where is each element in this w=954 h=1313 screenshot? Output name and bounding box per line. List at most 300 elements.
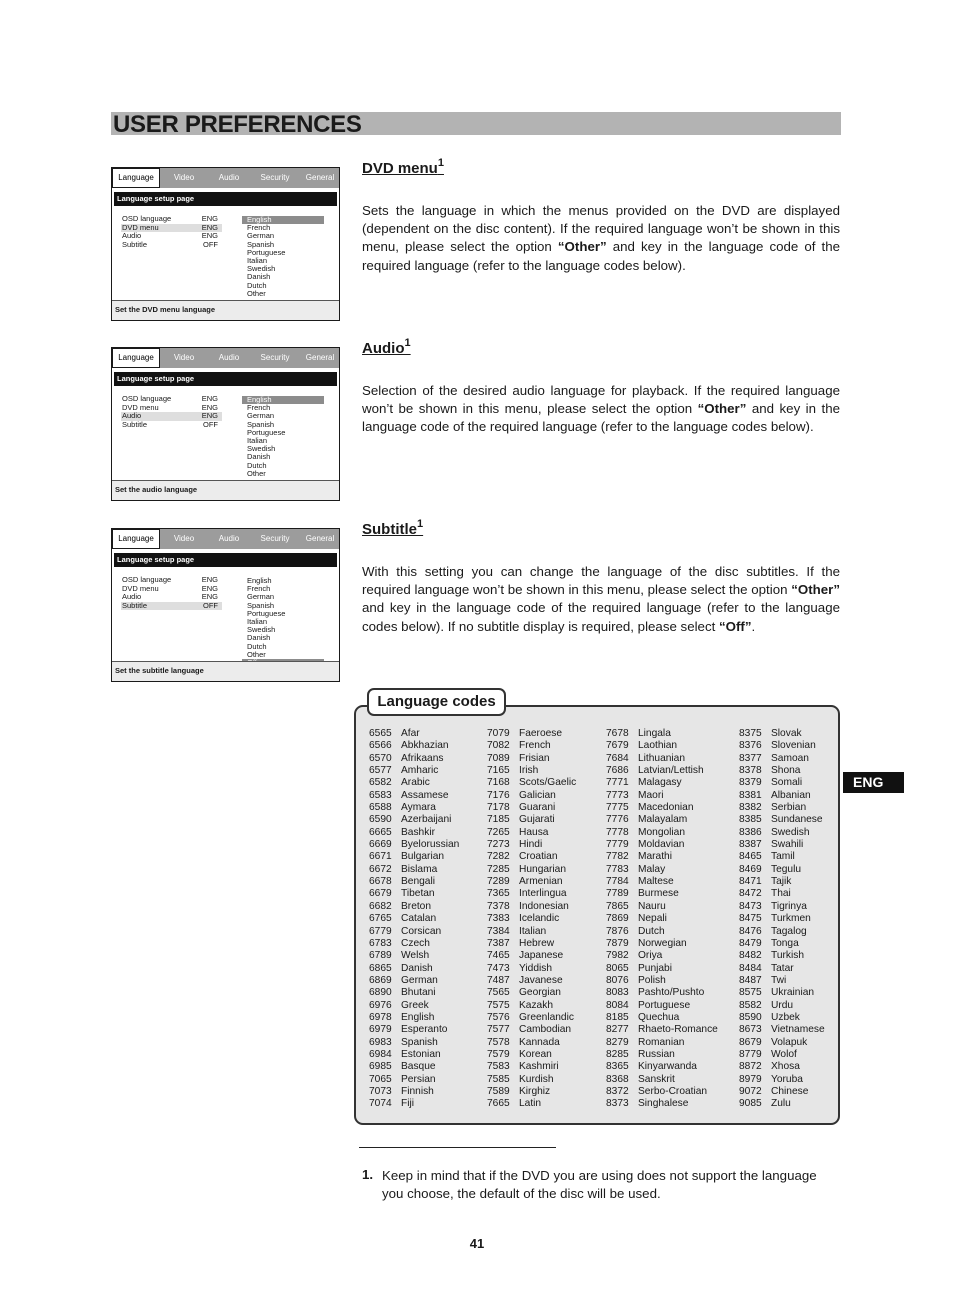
language-name: Twi bbox=[771, 974, 787, 986]
setting-value: ENG bbox=[201, 592, 218, 601]
language-code: 8476 bbox=[739, 925, 762, 937]
language-code: 6865 bbox=[369, 962, 392, 974]
language-code: 7082 bbox=[487, 740, 510, 752]
setup-tab-bar bbox=[112, 168, 339, 188]
language-name: Tigrinya bbox=[771, 900, 807, 912]
setting-row[interactable] bbox=[121, 241, 222, 250]
language-name: Romanian bbox=[638, 1036, 685, 1048]
language-code: 7578 bbox=[487, 1036, 510, 1048]
setting-value: ENG bbox=[201, 231, 218, 240]
language-name: Faeroese bbox=[519, 728, 563, 739]
tab-language[interactable]: Language bbox=[112, 348, 160, 368]
language-code: 6682 bbox=[369, 900, 392, 912]
language-name: Afar bbox=[401, 728, 420, 739]
language-code: 7074 bbox=[369, 1098, 392, 1110]
language-option[interactable]: Dutch bbox=[247, 460, 267, 470]
language-code: 7473 bbox=[487, 962, 510, 974]
language-code: 6565 bbox=[369, 728, 392, 739]
language-name: Armenian bbox=[519, 876, 563, 888]
language-code: 6789 bbox=[369, 950, 392, 962]
language-side-tab: ENG bbox=[843, 772, 904, 793]
language-code: 7089 bbox=[487, 752, 510, 764]
language-code: 7465 bbox=[487, 950, 510, 962]
language-name: Yoruba bbox=[771, 1073, 803, 1085]
language-code: 7065 bbox=[369, 1073, 392, 1085]
language-code: 6979 bbox=[369, 1024, 392, 1036]
language-name: Kannada bbox=[519, 1036, 560, 1048]
language-name: Czech bbox=[401, 937, 430, 949]
language-code: 8373 bbox=[606, 1098, 629, 1110]
language-code: 8679 bbox=[739, 1036, 762, 1048]
language-option[interactable]: Swedish bbox=[247, 444, 276, 454]
language-code: 6679 bbox=[369, 888, 392, 900]
language-name: Assamese bbox=[401, 789, 449, 801]
language-name: Punjabi bbox=[638, 962, 672, 974]
language-name: Maori bbox=[638, 789, 664, 801]
language-option[interactable]: Swedish bbox=[247, 625, 276, 635]
language-name: Samoan bbox=[771, 752, 809, 764]
language-code: 7185 bbox=[487, 814, 510, 826]
subtitle-setup-screen bbox=[111, 528, 340, 682]
language-code: 8386 bbox=[739, 826, 762, 838]
language-name: Hindi bbox=[519, 839, 543, 851]
language-option[interactable]: German bbox=[247, 411, 275, 421]
language-code: 6583 bbox=[369, 789, 392, 801]
language-name: Korean bbox=[519, 1048, 552, 1060]
language-option[interactable]: German bbox=[247, 231, 275, 241]
language-code: 8376 bbox=[739, 740, 762, 752]
language-name: Burmese bbox=[638, 888, 679, 900]
language-code: 7665 bbox=[487, 1098, 510, 1110]
language-name: Serbo-Croatian bbox=[638, 1085, 708, 1097]
language-name: Polish bbox=[638, 974, 666, 986]
language-name: Latin bbox=[519, 1098, 542, 1110]
language-code: 8387 bbox=[739, 839, 762, 851]
tab-security[interactable]: Security bbox=[260, 173, 290, 182]
language-code: 7684 bbox=[606, 752, 629, 764]
language-name: Georgian bbox=[519, 987, 561, 999]
language-code: 7982 bbox=[606, 950, 629, 962]
setting-label: Audio bbox=[122, 231, 142, 240]
language-name: Kirghiz bbox=[519, 1085, 551, 1097]
language-name: Welsh bbox=[401, 950, 430, 962]
language-name: Kazakh bbox=[519, 999, 553, 1011]
language-name: Rhaeto-Romance bbox=[638, 1024, 718, 1036]
language-option[interactable]: French bbox=[247, 584, 271, 594]
language-code: 6566 bbox=[369, 740, 392, 752]
audio-heading: Audio$^1$ bbox=[362, 337, 411, 357]
language-option[interactable]: Spanish bbox=[247, 419, 275, 429]
language-option[interactable]: Portuguese bbox=[247, 247, 286, 257]
setup-tab-bar bbox=[112, 348, 339, 368]
page-title: USER PREFERENCES bbox=[113, 111, 362, 138]
setting-value: ENG bbox=[201, 402, 218, 412]
tab-language[interactable]: Language bbox=[112, 529, 160, 549]
setting-label: DVD menu bbox=[122, 402, 159, 412]
language-name: Thai bbox=[771, 888, 791, 900]
dvd-menu-setup-screen bbox=[111, 167, 340, 321]
language-code: 7876 bbox=[606, 925, 629, 937]
language-option[interactable]: French bbox=[247, 403, 271, 413]
setting-value: ENG bbox=[201, 411, 218, 420]
language-name: Tagalog bbox=[771, 925, 807, 937]
language-code: 7378 bbox=[487, 900, 510, 912]
setting-row[interactable] bbox=[121, 421, 222, 430]
language-option[interactable]: Swedish bbox=[247, 264, 276, 274]
language-name: Lingala bbox=[638, 728, 671, 739]
setting-label: OSD language bbox=[122, 575, 172, 584]
language-code: 6577 bbox=[369, 765, 392, 777]
language-name: Guarani bbox=[519, 802, 556, 814]
language-code: 8979 bbox=[739, 1073, 762, 1085]
tab-general[interactable]: General bbox=[305, 173, 335, 182]
language-name: Javanese bbox=[519, 974, 563, 986]
language-code: 7773 bbox=[606, 789, 629, 801]
emphasis-option: “Other” bbox=[697, 401, 747, 417]
language-name: German bbox=[401, 974, 438, 986]
language-code: 8065 bbox=[606, 962, 629, 974]
language-name: English bbox=[401, 1011, 435, 1023]
language-code: 7585 bbox=[487, 1073, 510, 1085]
language-code: 6570 bbox=[369, 752, 392, 764]
footnote-number: 1. bbox=[362, 1167, 374, 1182]
language-name: Volapuk bbox=[771, 1036, 808, 1048]
language-code: 8379 bbox=[739, 777, 762, 789]
language-name: Bislama bbox=[401, 863, 438, 875]
emphasis-option: “Other” bbox=[557, 239, 607, 255]
language-name: Norwegian bbox=[638, 937, 687, 949]
language-name: Finnish bbox=[401, 1085, 434, 1097]
language-name: Marathi bbox=[638, 851, 672, 863]
language-code: 8484 bbox=[739, 962, 762, 974]
language-code: 7282 bbox=[487, 851, 510, 863]
language-code: 7678 bbox=[606, 728, 629, 739]
language-code: 8469 bbox=[739, 863, 762, 875]
dvd-menu-description: Sets the language in which the menus provided on the DVD are displayed (dependent on the disc content). If the required language won’t be shown in this menu, please select the option “Other” and key in the language code of the required language (refer to the language codes below). bbox=[362, 203, 840, 273]
language-option[interactable]: Spanish bbox=[247, 239, 275, 249]
language-name: Serbian bbox=[771, 802, 807, 814]
language-name: Lithuanian bbox=[638, 752, 686, 764]
language-name: Russian bbox=[638, 1048, 675, 1060]
language-code: 7565 bbox=[487, 987, 510, 999]
language-name: Moldavian bbox=[638, 839, 685, 851]
language-name: Dutch bbox=[638, 925, 665, 937]
emphasis-option: “Off” bbox=[719, 618, 752, 634]
language-name: Cambodian bbox=[519, 1024, 572, 1036]
language-name: Singhalese bbox=[638, 1098, 689, 1110]
language-code: 8277 bbox=[606, 1024, 629, 1036]
language-code: 6678 bbox=[369, 876, 392, 888]
setting-row[interactable] bbox=[121, 602, 222, 611]
language-name: Bengali bbox=[401, 876, 435, 888]
language-code: 8378 bbox=[739, 765, 762, 777]
language-option[interactable]: Other bbox=[247, 288, 266, 298]
language-option[interactable]: Other bbox=[247, 468, 266, 478]
language-option[interactable]: Italian bbox=[247, 436, 268, 445]
language-name: Spanish bbox=[401, 1036, 438, 1048]
language-code: 8465 bbox=[739, 851, 762, 863]
language-name: Frisian bbox=[519, 752, 550, 764]
tab-video[interactable]: Video bbox=[173, 534, 195, 543]
language-name: Estonian bbox=[401, 1048, 441, 1060]
language-option[interactable]: French bbox=[247, 223, 271, 233]
tab-audio[interactable]: Audio bbox=[218, 173, 240, 182]
language-code: 6588 bbox=[369, 802, 392, 814]
language-name: Sundanese bbox=[771, 814, 823, 826]
language-option[interactable]: Italian bbox=[247, 617, 268, 626]
setup-tab-bar bbox=[112, 529, 339, 549]
language-name: Catalan bbox=[401, 913, 437, 925]
language-name: Bhutani bbox=[401, 987, 436, 999]
language-code: 7589 bbox=[487, 1085, 510, 1097]
language-code: 9072 bbox=[739, 1085, 762, 1097]
language-name: Yiddish bbox=[519, 962, 553, 974]
tab-video[interactable]: Video bbox=[173, 173, 195, 182]
language-option[interactable]: Dutch bbox=[247, 280, 267, 290]
language-option[interactable]: Spanish bbox=[247, 600, 275, 610]
language-name: Esperanto bbox=[401, 1024, 448, 1036]
language-option[interactable]: English bbox=[242, 216, 324, 224]
language-code: 8381 bbox=[739, 789, 762, 801]
language-code: 7771 bbox=[606, 777, 629, 789]
language-code: 8487 bbox=[739, 974, 762, 986]
language-name: Bashkir bbox=[401, 826, 435, 838]
language-code: 8471 bbox=[739, 876, 762, 888]
language-code: 8385 bbox=[739, 814, 762, 826]
language-code: 7387 bbox=[487, 937, 510, 949]
setting-value: ENG bbox=[201, 214, 218, 223]
language-name: Chinese bbox=[771, 1085, 809, 1097]
language-name: Scots/Gaelic bbox=[519, 777, 577, 789]
language-code: 7289 bbox=[487, 876, 510, 888]
language-option[interactable]: English bbox=[242, 396, 324, 404]
language-name: Byelorussian bbox=[401, 839, 460, 851]
language-code: 6669 bbox=[369, 839, 392, 851]
language-name: Nepali bbox=[638, 913, 667, 925]
language-name: Latvian/Lettish bbox=[638, 765, 704, 777]
language-code: 8076 bbox=[606, 974, 629, 986]
setting-label: OSD language bbox=[122, 394, 172, 403]
language-name: Portuguese bbox=[638, 999, 691, 1011]
language-code: 7285 bbox=[487, 863, 510, 875]
language-name: Urdu bbox=[771, 999, 794, 1011]
language-code: 7776 bbox=[606, 814, 629, 826]
tab-audio[interactable]: Audio bbox=[218, 353, 240, 362]
language-name: Hausa bbox=[519, 826, 549, 838]
language-option[interactable]: Dutch bbox=[247, 641, 267, 651]
language-code: 6783 bbox=[369, 937, 392, 949]
language-code: 7789 bbox=[606, 888, 629, 900]
language-name: Tajik bbox=[771, 876, 792, 888]
setup-page-header: Language setup page bbox=[114, 192, 337, 206]
language-name: Galician bbox=[519, 789, 556, 801]
language-option[interactable]: English bbox=[247, 576, 272, 585]
language-code: 6590 bbox=[369, 814, 392, 826]
language-code: 7679 bbox=[606, 740, 629, 752]
language-code: 8582 bbox=[739, 999, 762, 1011]
subtitle-description: With this setting you can change the language of the disc subtitles. If the required language won’t be shown in this menu, please select the option “Other” and key in the language code of the required language (refer to the language codes below). If no subtitle display is required, please select “Off”. bbox=[362, 564, 840, 634]
language-name: Malagasy bbox=[638, 777, 682, 789]
tab-video[interactable]: Video bbox=[173, 353, 195, 362]
dvd-menu-heading: DVD menu$^1$ bbox=[362, 157, 444, 177]
language-codes-title: Language codes bbox=[367, 688, 506, 716]
language-code: 6890 bbox=[369, 987, 392, 999]
page-number: 41 bbox=[469, 1236, 485, 1251]
emphasis-option: “Other” bbox=[791, 582, 840, 598]
language-name: Turkmen bbox=[771, 913, 811, 925]
language-code: 6978 bbox=[369, 1011, 392, 1023]
language-code: 7879 bbox=[606, 937, 629, 949]
setting-value: ENG bbox=[201, 583, 218, 593]
language-name: Tatar bbox=[771, 962, 794, 974]
tab-language[interactable]: Language bbox=[112, 168, 160, 188]
language-name: Macedonian bbox=[638, 802, 694, 814]
language-code: 7783 bbox=[606, 863, 629, 875]
language-option[interactable]: German bbox=[247, 592, 275, 602]
language-code: 8590 bbox=[739, 1011, 762, 1023]
language-name: Aymara bbox=[401, 802, 436, 814]
setting-value: ENG bbox=[201, 222, 218, 232]
language-code: 8475 bbox=[739, 913, 762, 925]
language-code: 6582 bbox=[369, 777, 392, 789]
language-name: Corsican bbox=[401, 925, 442, 937]
language-name: Kurdish bbox=[519, 1073, 554, 1085]
language-code: 6671 bbox=[369, 851, 392, 863]
language-name: Nauru bbox=[638, 900, 666, 912]
language-name: Ukrainian bbox=[771, 987, 815, 999]
language-code: 6672 bbox=[369, 863, 392, 875]
language-name: Interlingua bbox=[519, 888, 567, 900]
language-name: Swahili bbox=[771, 839, 804, 851]
language-name: Turkish bbox=[771, 950, 805, 962]
setting-value: OFF bbox=[203, 239, 218, 249]
language-code: 8473 bbox=[739, 900, 762, 912]
language-code: 7384 bbox=[487, 925, 510, 937]
language-option[interactable]: Danish bbox=[247, 272, 271, 282]
language-code: 7273 bbox=[487, 839, 510, 851]
language-name: Mongolian bbox=[638, 826, 686, 838]
language-name: Kinyarwanda bbox=[638, 1061, 697, 1073]
language-code: 8482 bbox=[739, 950, 762, 962]
language-code: 6983 bbox=[369, 1036, 392, 1048]
language-code: 7778 bbox=[606, 826, 629, 838]
language-name: Zulu bbox=[771, 1098, 791, 1110]
language-name: Arabic bbox=[401, 777, 430, 789]
language-code: 8083 bbox=[606, 987, 629, 999]
language-name: Basque bbox=[401, 1061, 436, 1073]
language-name: Malay bbox=[638, 863, 666, 875]
language-name: Croatian bbox=[519, 851, 558, 863]
language-name: Persian bbox=[401, 1073, 436, 1085]
language-name: French bbox=[519, 740, 551, 752]
audio-description: Selection of the desired audio language for playback. If the required language won’t be shown in this menu, please select the option “Other” and key in the language code of the required language (refer to the language codes below). bbox=[362, 383, 840, 435]
language-option[interactable]: Italian bbox=[247, 256, 268, 265]
language-code: 7779 bbox=[606, 839, 629, 851]
tab-general[interactable]: General bbox=[305, 534, 335, 543]
language-code: 7365 bbox=[487, 888, 510, 900]
language-name: Kashmiri bbox=[519, 1061, 559, 1073]
setting-label: DVD menu bbox=[122, 583, 159, 593]
language-code: 8285 bbox=[606, 1048, 629, 1060]
tab-security[interactable]: Security bbox=[260, 353, 290, 362]
audio-setup-screen bbox=[111, 347, 340, 501]
language-name: Slovenian bbox=[771, 740, 816, 752]
language-name: Tonga bbox=[771, 937, 799, 949]
language-name: Tegulu bbox=[771, 863, 802, 875]
language-option[interactable]: Danish bbox=[247, 452, 271, 462]
title-bar bbox=[111, 111, 841, 138]
language-code: 6985 bbox=[369, 1061, 392, 1073]
tab-security[interactable]: Security bbox=[260, 534, 290, 543]
language-name: Italian bbox=[519, 925, 547, 937]
language-code: 7165 bbox=[487, 765, 510, 777]
language-code: 9085 bbox=[739, 1098, 762, 1110]
language-code: 8382 bbox=[739, 802, 762, 814]
language-name: Oriya bbox=[638, 950, 663, 962]
language-code: 8372 bbox=[606, 1085, 629, 1097]
language-option[interactable]: Portuguese bbox=[247, 427, 286, 437]
language-option[interactable]: Danish bbox=[247, 633, 271, 643]
language-code: 8779 bbox=[739, 1048, 762, 1060]
setup-page-header: Language setup page bbox=[114, 553, 337, 567]
tab-general[interactable]: General bbox=[305, 353, 335, 362]
language-code: 7576 bbox=[487, 1011, 510, 1023]
language-name: Afrikaans bbox=[401, 752, 444, 764]
setup-hint: Set the DVD menu language bbox=[112, 300, 339, 320]
language-code: 6665 bbox=[369, 826, 392, 838]
language-code: 8368 bbox=[606, 1073, 629, 1085]
language-code: 8479 bbox=[739, 937, 762, 949]
footnote-divider bbox=[359, 1147, 556, 1148]
language-code: 7686 bbox=[606, 765, 629, 777]
language-option[interactable]: Portuguese bbox=[247, 608, 286, 618]
language-code: 8084 bbox=[606, 999, 629, 1011]
language-code: 6765 bbox=[369, 913, 392, 925]
language-name: Tibetan bbox=[401, 888, 435, 900]
language-name: Laothian bbox=[638, 740, 678, 752]
language-code: 7869 bbox=[606, 913, 629, 925]
tab-audio[interactable]: Audio bbox=[218, 534, 240, 543]
language-name: Slovak bbox=[771, 728, 802, 739]
language-name: Icelandic bbox=[519, 913, 560, 925]
language-code: 8575 bbox=[739, 987, 762, 999]
language-code: 7265 bbox=[487, 826, 510, 838]
language-code: 7575 bbox=[487, 999, 510, 1011]
language-name: Quechua bbox=[638, 1011, 680, 1023]
language-code: 7583 bbox=[487, 1061, 510, 1073]
language-code: 8375 bbox=[739, 728, 762, 739]
setting-label: DVD menu bbox=[122, 222, 159, 232]
setting-label: Subtitle bbox=[122, 600, 148, 610]
language-name: Azerbaijani bbox=[401, 814, 452, 826]
language-name: Danish bbox=[401, 962, 433, 974]
setting-label: Audio bbox=[122, 592, 142, 601]
language-name: Vietnamese bbox=[771, 1024, 825, 1036]
language-name: Shona bbox=[771, 765, 801, 777]
language-name: Bulgarian bbox=[401, 851, 445, 863]
language-code: 7079 bbox=[487, 728, 510, 739]
language-code: 6779 bbox=[369, 925, 392, 937]
language-name: Fiji bbox=[401, 1098, 415, 1110]
language-name: Uzbek bbox=[771, 1011, 800, 1023]
language-name: Wolof bbox=[771, 1048, 797, 1060]
language-name: Malayalam bbox=[638, 814, 688, 826]
subtitle-heading: Subtitle$^1$ bbox=[362, 518, 424, 538]
language-code: 7487 bbox=[487, 974, 510, 986]
language-option[interactable]: Other bbox=[247, 649, 266, 659]
language-code: 6869 bbox=[369, 974, 392, 986]
language-name: Irish bbox=[519, 765, 539, 777]
